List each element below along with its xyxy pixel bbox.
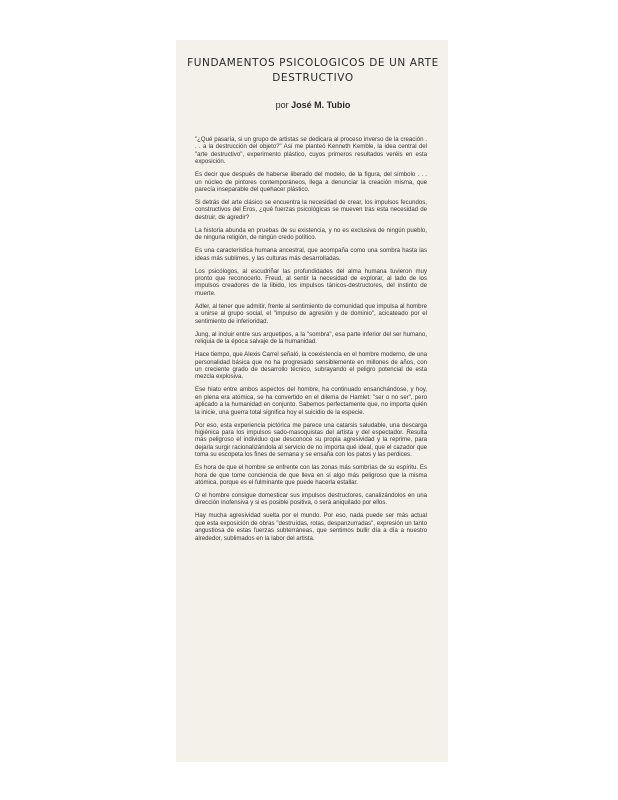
byline — [178, 100, 448, 110]
article-title — [178, 56, 448, 86]
paragraph-13: O el hombre consigue domesticar sus impulsos destructores, canalizándolos en una dirección inofensiva y si es posible positiva, o será aniquilado por ellos. — [195, 491, 427, 507]
paragraph-6: Los psicólogos, al escudriñar las profundidades del alma humana tuvieron muy pronto que reconocerlo. Freud, al sentir la necesidad de explorar, al lado de los impulsos creadores de la libido, los impulsos tánicos-destructores, del instinto de muerte. — [195, 267, 427, 297]
title-line-1: FUNDAMENTOS PSICOLOGICOS DE UN ARTE — [187, 57, 439, 69]
paragraph-5: Es una característica humana ancestral, que acompaña como una sombra hasta las ideas más sublimes, y las culturas más desarrolladas. — [195, 247, 427, 262]
title-line-2: DESTRUCTIVO — [272, 72, 354, 84]
paragraph-3: Si detrás del arte clásico se encuentra la necesidad de crear, los impulsos fecundos, constructivos del Eros, ¿qué fuerzas psicológicas se mueven tras esta necesidad de destruir, de agredir? — [195, 199, 427, 221]
paragraph-11: Por eso, esta experiencia pictórica me parece una catarsis saludable, una descarga higiénica para los impulsos sado-masoquistas del artista y del espectador. Resulta más peligroso el individuo que desconoce su propia agresividad y la reprime, para dejarla surgir racionalizándola al servicio de no importa qué ideal, que el cazador que toma su escopeta los fines de semana y se ensaña con los patos y las perdices. — [195, 421, 427, 459]
paragraph-12: Es hora de que el hombre se enfrente con las zonas más sombrías de su espíritu. Es hora de que tome conciencia de que lleva en sí algo más peligroso que la misma atómica, porque es el fulminante que puede hacerla estallar. — [195, 464, 427, 486]
article-body — [195, 136, 427, 548]
paragraph-7: Adler, al tener que admitir, frente al sentimiento de comunidad que impulsa al hombre a unirse al grupo social, el "impulso de agresión y de dominio", acicateado por el sentimiento de inferioridad. — [195, 302, 427, 325]
paragraph-1: "¿Qué pasaría, si un grupo de artistas se dedicara al proceso inverso de la creación . . . a la destrucción del objeto?" Así me planteó Kenneth Kemble, la idea central del "arte destructivo", experimento plástico, cuyos primeros resultados veréis en esta exposición. — [195, 136, 427, 166]
paragraph-4: La historia abunda en pruebas de su existencia, y no es exclusiva de ningún pueblo, de ninguna religión, de ningún credo político. — [195, 226, 427, 242]
byline-prefix: por — [275, 100, 289, 110]
paragraph-2: Es decir que después de haberse liberado del modelo, de la figura, del símbolo . . . un núcleo de pintores contemporáneos, llega a denunciar la creación misma, que parecía inseparable del quehacer plástico. — [195, 171, 427, 194]
author-name: José M. Tubio — [291, 100, 351, 110]
paragraph-8: Jung, al incluir entre sus arquetipos, a la "sombra", esa parte inferior del ser humano, reliquia de la época salvaje de la humanidad. — [195, 330, 427, 346]
paragraph-9: Hace tiempo, que Alexis Carrel señaló, la coexistencia en el hombre moderno, de una personalidad básica que no ha progresado sensiblemente en millones de años, con un creciente grado de desarrollo técnico, subrayando el peligro potencial de esta mezcla explosiva. — [195, 351, 427, 381]
paragraph-10: Ese hiato entre ambos aspectos del hombre, ha continuado ensanchándose, y hoy, en plena era atómica, se ha convertido en el dilema de Hamlet: "ser o no ser", pero aplicado a la humanidad en conjunto. Sabemos perfectamente que, no importa quién la inicie, una guerra total significa hoy el suicidio de la especie. — [195, 386, 427, 416]
paragraph-14: Hay mucha agresividad suelta por el mundo. Por eso, nada puede ser más actual que esta exposición de obras "destruídas, rotas, despanzurradas", expresión un tanto angustiosa de estas fuerzas subterráneas, que sentimos bullir día a día a nuestro alrededor, sublimados en la labor del artista. — [195, 512, 427, 542]
